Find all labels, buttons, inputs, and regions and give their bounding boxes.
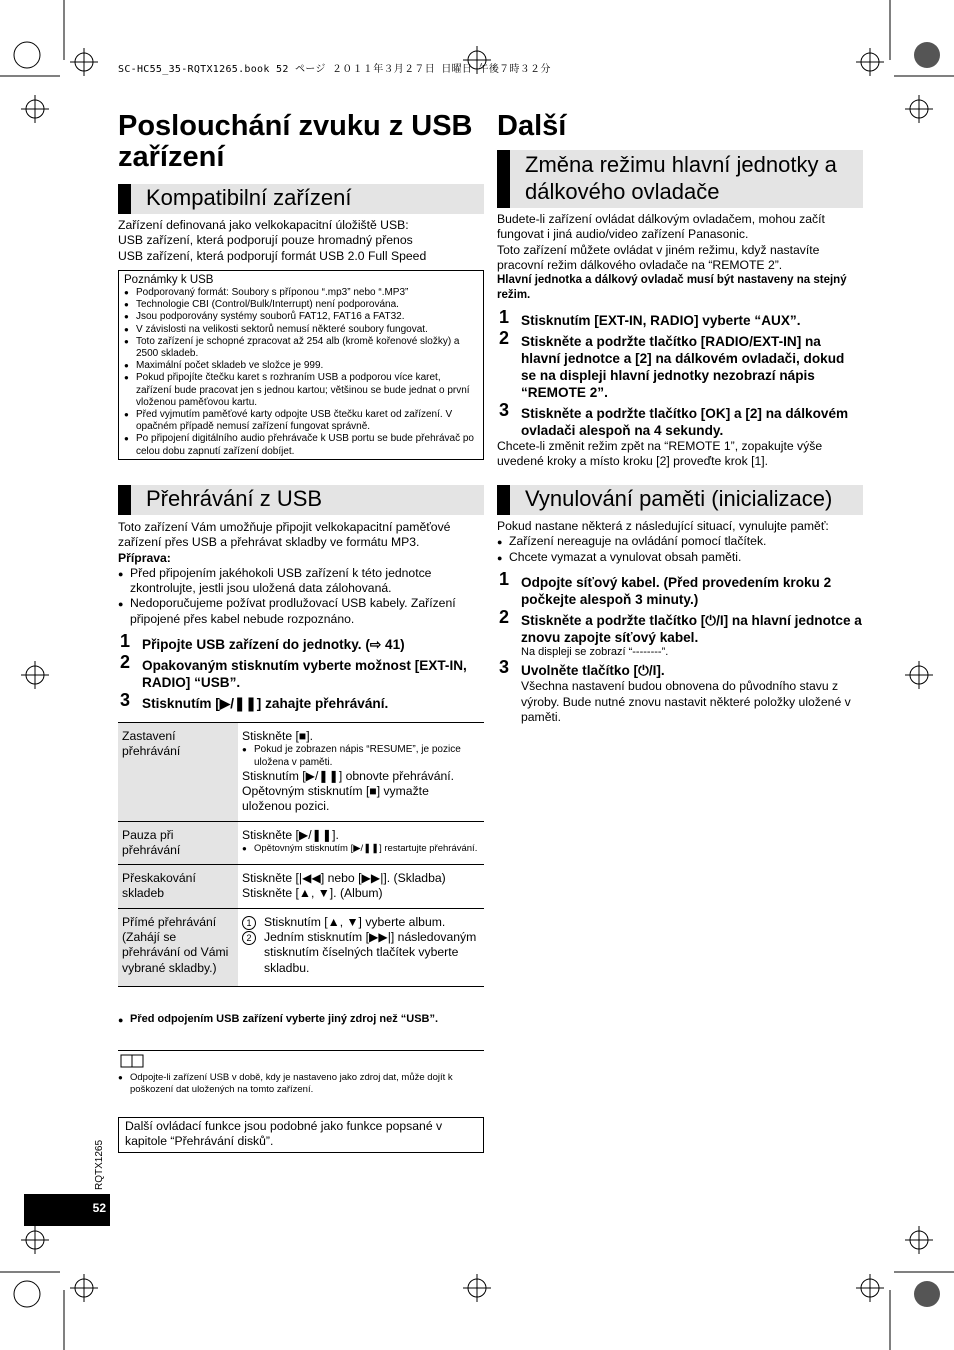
step-text: Stiskněte a podržte tlačítko [OK] a [2] na dálkovém ovladači alespoň na 4 sekundy. [521,406,849,438]
step [118,631,484,653]
preparation-label: Příprava: [118,550,171,565]
book-note [118,1072,484,1096]
step-number: 3 [499,657,510,678]
operations-table [118,722,484,987]
step-subtext: Všechna nastavení budou obnovena do původního stavu z výroby. Bude nutné znovu nastavit některé položky uložené v paměti. [521,679,851,724]
table-row [118,908,484,986]
section-heading-remote-mode: Změna režimu hlavní jednotky a dálkového ovladače [497,150,863,208]
table-row-content [238,821,484,865]
step-number: 2 [499,607,510,627]
remote-mode-steps [497,307,863,470]
step-number: 1 [499,307,510,327]
right-page-title: Další [497,110,567,142]
usb-notes-title: Poznámky k USB [124,274,214,286]
list-item: ● Podporovaný formát: Soubory s příponou “.mp3” nebo “.MP3” [124,287,478,299]
divider [118,1050,484,1051]
list-item: ● Před vyjmutím paměťové karty odpojte USB čtečku karet od zařízení. V opačném případě nemusí zařízení fungovat správně. [124,409,478,433]
step-text: Stisknutím [▶/❚❚] zahajte přehrávání. [142,696,389,711]
cell-text: Stiskněte [|◀◀] nebo [▶▶|]. (Skladba) [242,871,446,886]
book-icon [120,1054,146,1068]
step-text: Stiskněte a podržte tlačítko [⏻/I] na hlavní jednotce a znovu zapojte síťový kabel. [521,613,862,645]
page-number: 52 [24,1194,110,1226]
step [497,307,863,329]
usb-notes-list [124,287,478,458]
list-item: ● Chcete vymazat a vynulovat obsah paměti. [497,550,863,565]
list-item: ● Po připojení digitálního audio přehrávače k USB portu se bude přehrávač po celou dobu zapnutí zařízení dobíjet. [124,433,478,457]
step-text: Opakovaným stisknutím vyberte možnost [EXT-IN, RADIO] “USB”. [142,658,467,690]
disconnect-note [118,1012,468,1027]
list-item: ● Odpojte-li zařízení USB v době, kdy je nastaveno jako zdroj dat, může dojít k poškození dat uložených na tomto zařízení. [118,1072,484,1096]
step [118,690,484,712]
step-number: 2 [499,328,510,348]
circled-2-icon: 2 [242,931,256,945]
other-functions-box: Další ovládací funkce jsou podobné jako funkce popsané v kapitole “Přehrávání disků”. [118,1117,484,1153]
paragraph: Toto zařízení můžete ovládat v jiném režimu, když nastavíte pracovní režim dálkového ovladače na “REMOTE 2”. [497,242,820,272]
cell-text: Jedním stisknutím [▶▶|] následovaným stisknutím číselných tlačítek vyberte skladbu. [264,930,477,975]
list-item: ● Před odpojením USB zařízení vyberte jiný zdroj než “USB”. [118,1012,468,1027]
cell-text: Stiskněte [▶/❚❚]. [242,827,339,842]
table-row-label: Pauza při přehrávání [118,821,238,865]
cell-text: Stisknutím [▲, ▼] vyberte album. [264,914,446,929]
step-number: 3 [120,690,131,710]
table-row [118,723,484,822]
cell-text: Stiskněte [▲, ▼]. (Album) [242,886,383,901]
table-row-content [238,908,484,986]
step-subtext: Na displeji se zobrazí “--------”. [521,646,669,658]
table-row [118,865,484,909]
compatible-devices-text [118,218,484,264]
usb-notes-box [118,270,484,460]
list-item: ● Před připojením jakéhokoli USB zařízení k této jednotce zkontrolujte, jestli jsou uložená data zálohovaná. [118,566,484,597]
step [497,400,863,439]
paragraph: Pokud nastane některá z následující situací, vynulujte paměť: [497,519,829,533]
compatible-line: Zařízení definovaná jako velkokapacitní úložiště USB: [118,218,409,232]
step-text: Odpojte síťový kabel. (Před provedením kroku 2 počkejte alespoň 3 minuty.) [521,575,832,607]
step-text: Připojte USB zařízení do jednotky. (⇨ 41) [142,637,405,652]
print-header: SC-HC55_35-RQTX1265.book 52 ページ ２０１１年３月２７日 日曜日 午後７時３２分 [118,64,551,75]
step [497,328,863,401]
memory-reset-text [497,519,863,565]
step [497,569,863,608]
list-item: ● Nedoporučujeme požívat prodlužovací USB kabely. Zařízení připojené přes kabel nebude rozpoznáno. [118,596,484,627]
step [118,652,484,691]
table-row-label: Zastavení přehrávání [118,723,238,822]
memory-reset-steps [497,569,863,725]
list-item: ● Zařízení nereaguje na ovládání pomocí tlačítek. [497,534,863,549]
usb-playback-intro [118,520,484,627]
table-row-content [238,723,484,822]
step [497,657,863,679]
table-row-label: Přeskakování skladeb [118,865,238,909]
cell-text: Stiskněte [■]. [242,729,314,743]
step-number: 1 [120,631,131,651]
table-row-content [238,865,484,909]
step-number: 1 [499,569,510,589]
circled-1-icon: 1 [242,916,256,930]
paragraph: Budete-li zařízení ovládat dálkovým ovladačem, mohou začít fungovat i jiná audio/video zařízení Panasonic. [497,212,825,242]
usb-playback-steps [118,631,484,712]
paragraph-bold: Hlavní jednotka a dálkový ovladač musí být nastaveny na stejný režim. [497,274,847,302]
section-heading-compatible: Kompatibilní zařízení [118,184,484,214]
section-heading-memory-reset: Vynulování paměti (inicializace) [497,485,863,515]
list-item: ● Jsou podporovány systémy souborů FAT12, FAT16 a FAT32. [124,311,478,323]
compatible-line: USB zařízení, která podporují formát USB 2.0 Full Speed [118,248,427,263]
preparation-list [118,566,484,627]
reset-conditions-list [497,534,863,565]
remote-mode-text [497,212,863,304]
list-item: ● Pokud je zobrazen nápis “RESUME”, je pozice uložena v paměti. [242,744,480,768]
document-code: RQTX1265 [94,1139,105,1190]
paragraph: Chcete-li změnit režim zpět na “REMOTE 1”, zopakujte výše uvedené kroky a místo kroku [2] proveďte krok [1]. [497,439,823,469]
list-item: ● V závislosti na velikosti sektorů nemusí některé soubory fungovat. [124,324,478,336]
left-page-title: Poslouchání zvuku z USB zařízení [118,110,473,173]
list-item: ● Opětovným stisknutím [▶/❚❚] restartujte přehrávání. [242,843,480,855]
step-text: Stiskněte a podržte tlačítko [RADIO/EXT-IN] na hlavní jednotce a [2] na dálkovém ovladači, dokud se na displeji hlavní jednotky nezobrazí nápis “REMOTE 2”. [521,334,845,400]
cell-text: Stisknutím [▶/❚❚] obnovte přehrávání. Opětovným stisknutím [■] vymažte uloženou pozici. [242,768,455,814]
step-text: Stisknutím [EXT-IN, RADIO] vyberte “AUX”. [521,313,801,328]
intro-text: Toto zařízení Vám umožňuje připojit velkokapacitní paměťové zařízení přes USB a přehrávat skladby ve formátu MP3. [118,520,451,550]
section-heading-usb-playback: Přehrávání z USB [118,485,484,515]
table-row-label: Přímé přehrávání (Zahájí se přehrávání od Vámi vybrané skladby.) [118,908,238,986]
step-number: 3 [499,400,510,420]
list-item: ● Maximální počet skladeb ve složce je 999. [124,360,478,372]
list-item: ● Technologie CBI (Control/Bulk/Interrupt) není podporována. [124,299,478,311]
list-item: ● Pokud připojíte čtečku karet s rozhraním USB a podporou více karet, zařízení bude pracovat jen s jednou kartou; většinou se bude jednat o první vloženou paměťovou kartu. [124,372,478,409]
compatible-line: USB zařízení, která podporují pouze hromadný přenos [118,233,413,248]
step-number: 2 [120,652,131,672]
list-item: ● Toto zařízení je schopné zpracovat až 254 alb (kromě kořenové složky) a 2500 skladeb. [124,336,478,360]
step-text: Uvolněte tlačítko [⏻/I]. [521,663,665,679]
step [497,607,863,646]
table-row [118,821,484,865]
